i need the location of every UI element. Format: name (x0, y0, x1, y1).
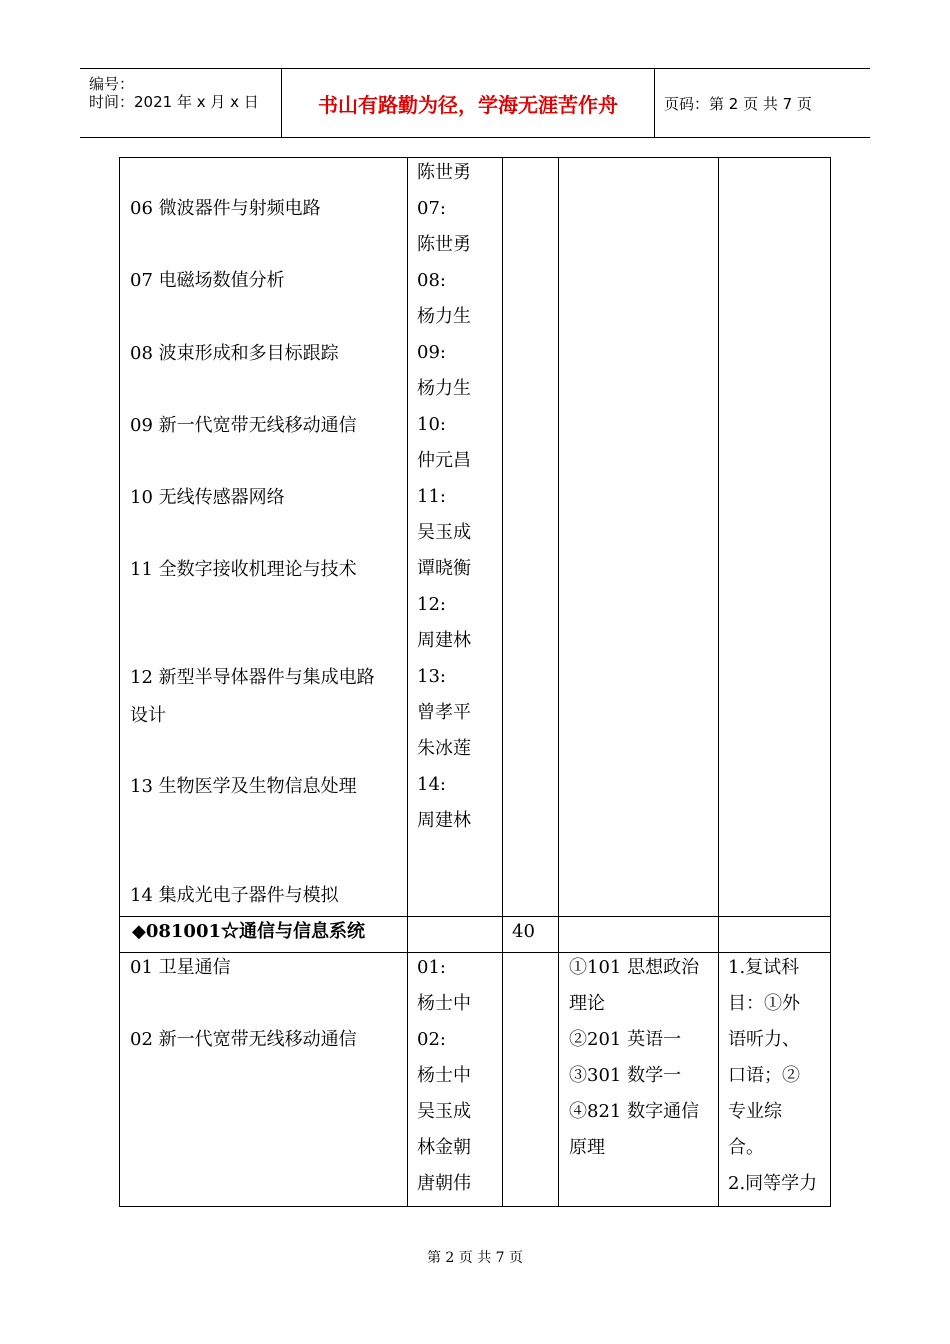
major-quota: 40 (512, 921, 535, 942)
time-label: 时间：2021 年 x 月 x 日 (89, 93, 259, 111)
header-page-cell (655, 69, 870, 137)
document-header (80, 68, 870, 138)
direction-item: 09 新一代宽带无线移动通信 (130, 415, 357, 436)
note-item: 目：①外 (728, 993, 800, 1014)
supervisor-item: 02: (417, 1029, 446, 1050)
note-item: 1.复试科 (728, 957, 800, 978)
table-divider (120, 952, 830, 953)
note-item: 2.同等学力 (728, 1173, 818, 1194)
direction-item: 10 无线传感器网络 (130, 487, 285, 508)
supervisor-item: 杨力生 (417, 378, 471, 399)
supervisor-item: 09: (417, 342, 446, 363)
supervisor-item: 01: (417, 957, 446, 978)
table-divider (718, 158, 719, 1206)
note-item: 合。 (728, 1137, 764, 1158)
page-label: 页码：第 2 页 共 7 页 (664, 94, 812, 113)
page-footer: 第 2 页 共 7 页 (426, 1250, 524, 1266)
header-motto-cell (282, 69, 655, 137)
supervisor-item: 11: (417, 486, 446, 507)
direction-item: 02 新一代宽带无线移动通信 (130, 1029, 357, 1050)
supervisor-item: 周建林 (417, 630, 471, 651)
exam-subject-item: 原理 (569, 1137, 605, 1158)
supervisor-item: 朱冰莲 (417, 738, 471, 759)
admissions-table (119, 157, 831, 1207)
supervisor-item: 08: (417, 270, 446, 291)
direction-item: 13 生物医学及生物信息处理 (130, 776, 357, 797)
direction-item: 08 波束形成和多目标跟踪 (130, 343, 339, 364)
exam-subject-item: ②201 英语一 (569, 1029, 682, 1050)
supervisor-item: 杨力生 (417, 306, 471, 327)
direction-item: 12 新型半导体器件与集成电路 (130, 667, 375, 688)
table-divider (120, 916, 830, 917)
supervisor-item: 14: (417, 774, 446, 795)
supervisor-item: 仲元昌 (417, 450, 471, 471)
motto-text: 书山有路勤为径，学海无涯苦作舟 (318, 92, 618, 117)
direction-item: 设计 (130, 705, 166, 726)
number-label: 编号： (89, 75, 135, 93)
direction-item: 14 集成光电子器件与模拟 (130, 885, 339, 906)
note-item: 专业综 (728, 1101, 782, 1122)
supervisor-item: 唐朝伟 (417, 1173, 471, 1194)
supervisor-item: 曾孝平 (417, 702, 471, 723)
supervisor-item: 杨士中 (417, 1065, 471, 1086)
supervisor-item: 陈世勇 (417, 162, 471, 183)
header-meta-cell (80, 69, 282, 137)
supervisor-item: 谭晓衡 (417, 558, 471, 579)
supervisor-item: 07: (417, 198, 446, 219)
table-divider (502, 158, 503, 1206)
exam-subject-item: ③301 数学一 (569, 1065, 682, 1086)
direction-item: 07 电磁场数值分析 (130, 270, 285, 291)
supervisor-item: 10: (417, 414, 446, 435)
supervisor-item: 林金朝 (417, 1137, 471, 1158)
note-item: 口语；② (728, 1065, 800, 1086)
supervisor-item: 13: (417, 666, 446, 687)
table-divider (407, 158, 408, 1206)
major-title: ◆081001☆通信与信息系统 (132, 921, 365, 942)
direction-item: 01 卫星通信 (130, 957, 231, 978)
direction-item: 11 全数字接收机理论与技术 (130, 559, 357, 580)
exam-subject-item: 理论 (569, 993, 605, 1014)
supervisor-item: 陈世勇 (417, 234, 471, 255)
table-divider (558, 158, 559, 1206)
note-item: 语听力、 (728, 1029, 800, 1050)
supervisor-item: 12: (417, 594, 446, 615)
supervisor-item: 吴玉成 (417, 1101, 471, 1122)
exam-subject-item: ①101 思想政治 (569, 957, 700, 978)
supervisor-item: 周建林 (417, 810, 471, 831)
supervisor-item: 吴玉成 (417, 522, 471, 543)
exam-subject-item: ④821 数字通信 (569, 1101, 700, 1122)
direction-item: 06 微波器件与射频电路 (130, 198, 321, 219)
supervisor-item: 杨士中 (417, 993, 471, 1014)
